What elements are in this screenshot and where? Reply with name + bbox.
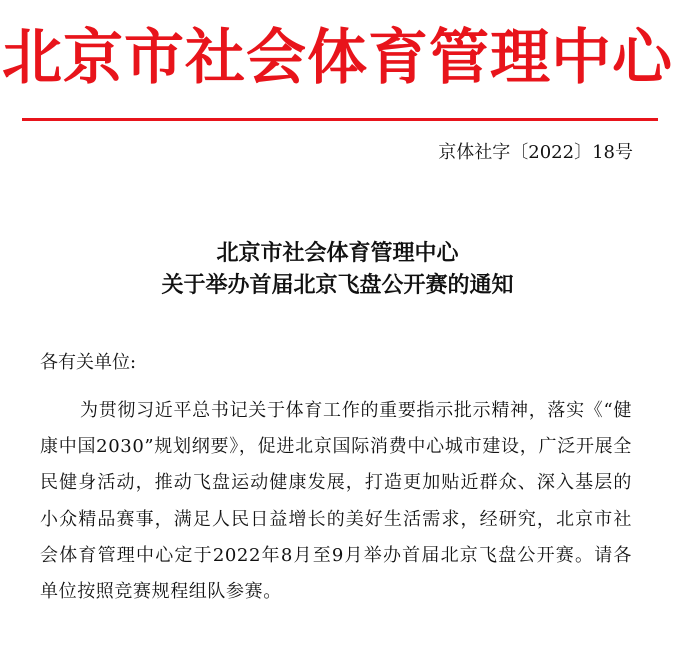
masthead-organization-title: 北京市社会体育管理中心 [2, 23, 673, 93]
notice-title-line-1: 北京市社会体育管理中心 [216, 241, 459, 266]
document-number: 京体社字〔2022〕18号 [438, 142, 633, 163]
notice-title [0, 238, 675, 302]
salutation: 各有关单位: [40, 352, 137, 373]
body-paragraph: 为贯彻习近平总书记关于体育工作的重要指示批示精神，落实《“健康中国2030”规划纲要》，促进北京国际消费中心城市建设，广泛开展全民健身活动，推动飞盘运动健康发展，打造更加贴近群众、深入基层的小众精品赛事，满足人民日益增长的美好生活需求，经研究，北京市社会体育管理中心定于2022年8月至9月举办首届北京飞盘公开赛。请各单位按照竞赛规程组队参赛。 [40, 400, 632, 603]
notice-title-line-2: 关于举办首届北京飞盘公开赛的通知 [161, 273, 514, 298]
red-divider-line [22, 118, 658, 121]
